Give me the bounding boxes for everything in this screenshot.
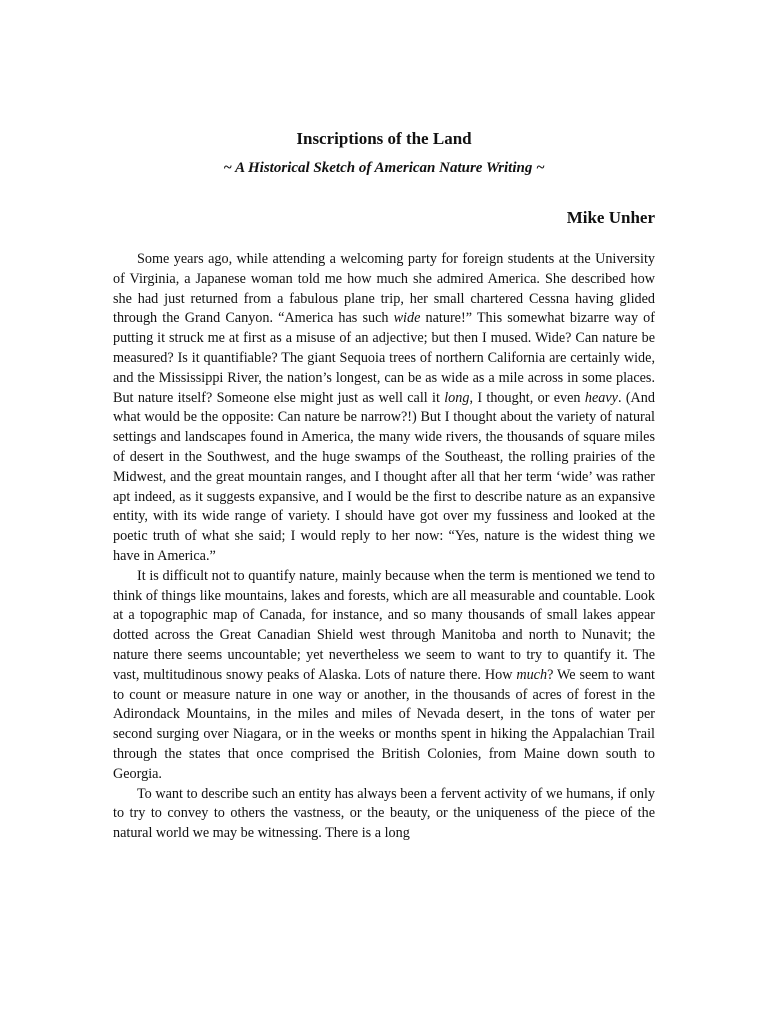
- body-paragraph: [113, 250, 655, 567]
- paragraph-text: To want to describe such an entity has always been a fervent activity of we humans, if only to try to convey to others the vastness, or the beauty, or the uniqueness of the piece of the natural world we may be witnessing. There is a long: [113, 785, 655, 842]
- paragraph-text: , I thought, or even: [469, 389, 585, 406]
- document-subtitle: ~ A Historical Sketch of American Nature Writing ~: [223, 160, 545, 176]
- paragraph-text: . (And what would be the opposite: Can nature be narrow?!) But I thought about the variety of natural settings and landscapes found in America, the many wide rivers, the thousands of square miles of desert in the Southwest, and the huge swamps of the Southeast, the rolling prairies of the Midwest, and the great mountain ranges, and I thought after all that her term ‘wide’ was rather apt indeed, as it suggests expansive, and I would be the first to describe nature as an expansive entity, with its wide range of variety. I should have got over my fussiness and looked at the poetic truth of what she said; I would reply to her now: “Yes, nature is the widest thing we have in America.”: [113, 389, 655, 564]
- italic-text: much: [516, 666, 548, 683]
- italic-text: wide: [393, 310, 421, 327]
- body-paragraph: [113, 567, 655, 785]
- paragraph-text: nature!” This somewhat bizarre way of putting it struck me at first as a misuse of an adjective; but then I mused. Wide? Can nature be measured? Is it quantifiable? The giant Sequoia trees of northern California are certainly wide, and the Mississippi River, the nation’s longest, can be as wide as a mile across in some places. But nature itself? Someone else might just as well call it: [113, 310, 655, 406]
- paragraph-text: Some years ago, while attending a welcoming party for foreign students at the University of Virginia, a Japanese woman told me how much she admired America. She described how she had just returned from a fabulous plane trip, her small chartered Cessna having glided through the Grand Canyon. “America has such: [113, 251, 655, 327]
- paragraph-text: It is difficult not to quantify nature, mainly because when the term is mentioned we tend to think of things like mountains, lakes and forests, which are all measurable and countable. Look at a topographic map of Canada, for instance, and so many thousands of small lakes appear dotted across the Great Canadian Shield west through Manitoba and north to Nunavit; the nature there seems uncountable; yet nevertheless we seem to want to try to quantify it. The vast, multitudinous snowy peaks of Alaska. Lots of nature there. How: [113, 567, 655, 683]
- author-name: Mike Unher: [566, 208, 655, 227]
- paragraph-text: ? We seem to want to count or measure nature in one way or another, in the thousands of acres of forest in the Adirondack Mountains, in the miles and miles of Nevada desert, in the tons of water per second surging over Niagara, or in the weeks or months spent in hiking the Appalachian Trail through the states that once comprised the British Colonies, from Maine down south to Georgia.: [113, 666, 655, 782]
- body-paragraph: [113, 785, 655, 844]
- italic-text: long: [444, 389, 470, 406]
- document-title: Inscriptions of the Land: [296, 129, 472, 148]
- body-text: [113, 250, 655, 844]
- italic-text: heavy: [584, 389, 618, 406]
